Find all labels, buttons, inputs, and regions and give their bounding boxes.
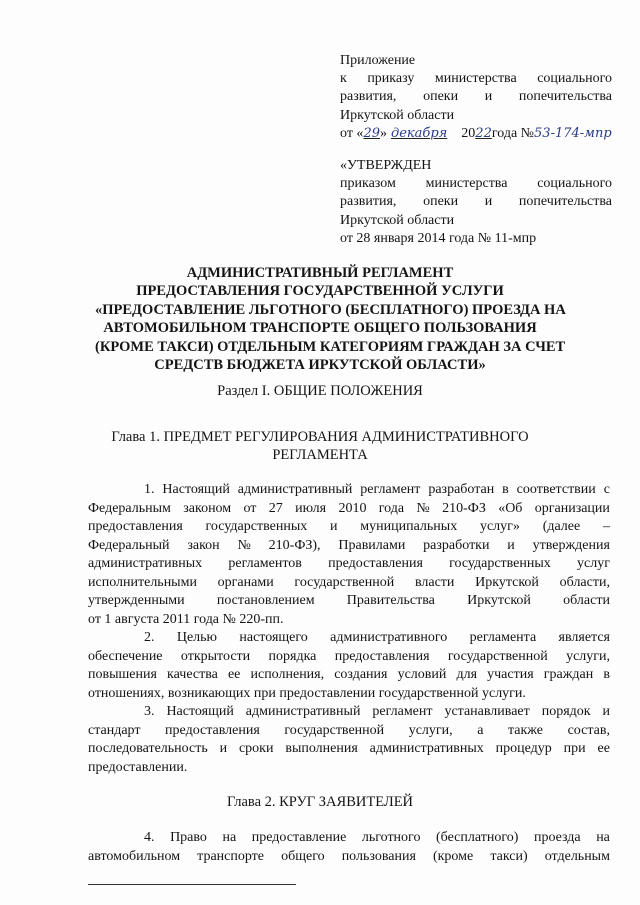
word: является <box>558 630 610 645</box>
handwritten-order-number: 53-174-мпр <box>534 125 612 141</box>
word: на <box>596 830 610 845</box>
word: – <box>603 519 610 534</box>
approved-label: «УТВЕРЖДЕН <box>340 158 432 174</box>
word: предоставления <box>334 648 430 664</box>
paragraph-line <box>88 740 610 759</box>
word: качества <box>167 667 218 682</box>
chapter-title-line: Глава 2. КРУГ ЗАЯВИТЕЛЕЙ <box>226 794 414 810</box>
handwritten-month: декабря <box>390 125 448 141</box>
word: льготного <box>361 830 421 845</box>
appendix-line-3 <box>340 88 612 106</box>
approved-word: министерства <box>425 176 508 192</box>
word: и <box>507 537 515 553</box>
handwritten-year: 22 <box>475 125 492 141</box>
word: административный <box>237 482 353 497</box>
word: Иркутской <box>467 593 531 608</box>
appendix-word: приказу <box>367 71 415 87</box>
word: и <box>330 519 338 534</box>
appendix-word: попечительства <box>518 89 612 105</box>
paragraph-line <box>88 481 610 500</box>
word: общего <box>281 848 325 864</box>
paragraph-line <box>88 666 610 685</box>
appendix-word: опеки <box>423 89 459 105</box>
word: Правительства <box>346 593 435 608</box>
word: разработки <box>423 537 490 553</box>
word: повышения <box>88 667 157 682</box>
paragraph-line <box>88 829 610 848</box>
paragraph-line <box>88 648 610 667</box>
handwritten-day: 29 <box>363 125 380 141</box>
word: услуги, <box>566 648 610 664</box>
word: закон <box>187 537 220 553</box>
word: Правилами <box>338 537 406 553</box>
paragraph-line <box>88 537 610 556</box>
word: стандарт <box>88 722 141 738</box>
word: года <box>378 500 405 516</box>
word: (бесплатного) <box>436 830 519 845</box>
word: при <box>563 741 586 756</box>
word: административных <box>369 741 484 756</box>
paragraph-2 <box>88 629 610 703</box>
word: ее <box>597 741 610 756</box>
section-heading <box>0 382 640 400</box>
word: законом <box>183 500 232 516</box>
word: Иркутской <box>475 574 539 590</box>
chapter-title-line: РЕГЛАМЕНТА <box>272 447 368 464</box>
word: № <box>237 537 251 553</box>
date-mid: » <box>379 125 387 141</box>
word: и <box>602 704 610 719</box>
paragraph-line: отношениях, возникающих при предоставлении государственной услуги. <box>88 685 526 701</box>
date-year-prefix: 20 <box>461 125 476 141</box>
word: порядок <box>541 704 591 719</box>
word: граждан <box>543 667 594 682</box>
approved-word: развития, <box>340 194 397 210</box>
word: 27 <box>268 500 283 516</box>
paragraph-line <box>88 500 610 519</box>
word: последовательность <box>88 741 208 756</box>
word: административных <box>88 556 203 571</box>
word: 3. <box>144 704 155 719</box>
word: в <box>603 667 610 682</box>
word: 4. <box>144 830 155 845</box>
word: (кроме <box>432 848 474 864</box>
word: 2. <box>144 630 155 645</box>
word: порядка <box>268 648 317 664</box>
word: области, <box>559 574 610 590</box>
word: с <box>603 482 610 497</box>
word: ее <box>227 667 241 682</box>
appendix-region: Иркутской области <box>340 107 455 123</box>
appendix-word: министерства <box>434 71 517 87</box>
approved-word: опеки <box>423 194 459 210</box>
word: государственных <box>205 519 308 534</box>
paragraph-line <box>88 518 610 537</box>
appendix-label: Приложение <box>340 53 416 68</box>
paragraph-3 <box>88 703 610 777</box>
appendix-word: к <box>340 71 347 87</box>
footnote-divider <box>88 884 296 885</box>
word: утвержденными <box>88 593 185 608</box>
word: регламента <box>469 630 537 645</box>
appendix-word: развития, <box>340 89 397 105</box>
word: выполнения <box>285 741 358 756</box>
word: государственной <box>447 648 548 664</box>
word: области <box>563 593 610 608</box>
title-line: ПРЕДОСТАВЛЕНИЯ ГОСУДАРСТВЕННОЙ УСЛУГИ <box>136 283 504 300</box>
approved-region: Иркутской области <box>340 212 455 228</box>
word: исполнительными <box>88 574 197 590</box>
word: предоставления <box>165 722 260 738</box>
word: процедур <box>495 741 552 756</box>
paragraph-line <box>88 848 610 867</box>
word: устанавливает <box>444 704 530 719</box>
word: открытости <box>180 648 251 664</box>
word: государственной <box>284 722 385 738</box>
word: от <box>243 500 257 516</box>
title-line: СРЕДСТВ БЮДЖЕТА ИРКУТСКОЙ ОБЛАСТИ» <box>154 357 486 374</box>
paragraph-4 <box>88 829 610 866</box>
word: утверждения <box>532 537 610 553</box>
word: 2010 <box>338 500 367 516</box>
approved-word: и <box>484 194 493 210</box>
appendix-word: и <box>484 89 493 105</box>
word: 210-ФЗ), <box>268 537 321 553</box>
document-title <box>95 264 566 374</box>
word: условий <box>397 667 447 682</box>
word: предоставления <box>328 556 423 571</box>
paragraph-1 <box>88 481 610 629</box>
word: государственной <box>294 574 395 590</box>
word: проезда <box>533 830 581 845</box>
word: административного <box>330 630 448 645</box>
word: сроки <box>238 741 274 756</box>
word: органами <box>217 574 274 590</box>
word: Право <box>170 830 207 845</box>
word: организации <box>534 500 610 516</box>
chapter-title-line: Глава 1. ПРЕДМЕТ РЕГУЛИРОВАНИЯ АДМИНИСТРАТИВНОГО <box>111 429 529 445</box>
word: а <box>477 722 484 738</box>
word: настоящего <box>239 630 308 645</box>
paragraph-line <box>88 722 610 741</box>
paragraph-line <box>88 703 610 722</box>
paragraph-line: предоставлении. <box>88 759 188 775</box>
title-line: АДМИНИСТРАТИВНЫЙ РЕГЛАМЕНТ <box>186 265 454 281</box>
approved-word: приказом <box>340 176 396 192</box>
word: создания <box>334 667 388 682</box>
word: 1. <box>144 482 155 497</box>
word: в <box>502 482 509 497</box>
word: участия <box>487 667 534 682</box>
word: Федеральным <box>88 500 171 516</box>
word: «Об <box>498 500 523 516</box>
word: состав, <box>567 722 610 738</box>
word: Настоящий <box>166 704 234 719</box>
word: 210-ФЗ <box>442 500 486 516</box>
word: услуги, <box>408 722 453 738</box>
approved-line-3 <box>340 193 612 211</box>
paragraph-line: от 1 августа 2011 года № 220-пп. <box>88 611 284 627</box>
word: регламентов <box>228 556 302 571</box>
title-line: «ПРЕДОСТАВЛЕНИЕ ЛЬГОТНОГО (БЕСПЛАТНОГО) ПРОЕЗДА НА <box>95 301 566 318</box>
word: государственных <box>449 556 551 571</box>
word: разработан <box>428 482 495 497</box>
word: регламент <box>372 704 433 719</box>
approved-date: от 28 января 2014 года № 11-мпр <box>340 230 537 246</box>
title-line: (КРОМЕ ТАКСИ) ОТДЕЛЬНЫМ КАТЕГОРИЯМ ГРАЖДАН ЗА СЧЕТ <box>95 338 566 355</box>
chapter-1-heading <box>0 428 640 465</box>
paragraph-line <box>88 574 610 593</box>
section-title: Раздел I. ОБЩИЕ ПОЛОЖЕНИЯ <box>217 383 423 399</box>
title-line: АВТОМОБИЛЬНОМ ТРАНСПОРТЕ ОБЩЕГО ПОЛЬЗОВАНИЯ <box>103 320 537 337</box>
word: автомобильном <box>88 848 181 864</box>
approved-word: социального <box>537 176 612 192</box>
word: постановлением <box>216 593 315 608</box>
word: № <box>416 500 430 516</box>
word: Целью <box>176 630 218 645</box>
word: транспорте <box>197 848 265 864</box>
appendix-date-line <box>340 125 612 143</box>
appendix-word: социального <box>537 71 612 87</box>
word: и <box>219 741 228 756</box>
word: на <box>222 830 237 845</box>
word: пользования <box>341 848 416 864</box>
word: соответствии <box>516 482 596 497</box>
word: власти <box>414 574 455 590</box>
word: (далее <box>542 519 581 534</box>
word: исполнения, <box>250 667 325 682</box>
chapter-2-heading <box>0 793 640 811</box>
word: регламент <box>360 482 421 497</box>
paragraph-line <box>88 555 610 574</box>
word: такси) <box>490 848 528 864</box>
date-year-word: года № <box>491 125 535 141</box>
word: административный <box>245 704 361 719</box>
approved-line-2 <box>340 175 612 193</box>
word: Федеральный <box>88 537 170 553</box>
word: предоставления <box>88 519 183 534</box>
word: муниципальных <box>360 519 458 534</box>
approved-word: попечительства <box>518 194 612 210</box>
word: Настоящий <box>162 482 230 497</box>
word: предоставление <box>251 830 347 845</box>
date-prefix: от « <box>340 125 364 141</box>
word: услуг» <box>479 519 520 534</box>
word: услуг <box>577 556 610 571</box>
paragraph-line <box>88 629 610 648</box>
word: также <box>508 722 544 738</box>
word: для <box>456 667 478 682</box>
approval-block <box>340 52 612 248</box>
word: обеспечение <box>88 648 163 664</box>
paragraph-line <box>88 592 610 611</box>
word: июля <box>295 500 327 516</box>
appendix-line-2 <box>340 70 612 88</box>
word: отдельным <box>544 848 610 864</box>
